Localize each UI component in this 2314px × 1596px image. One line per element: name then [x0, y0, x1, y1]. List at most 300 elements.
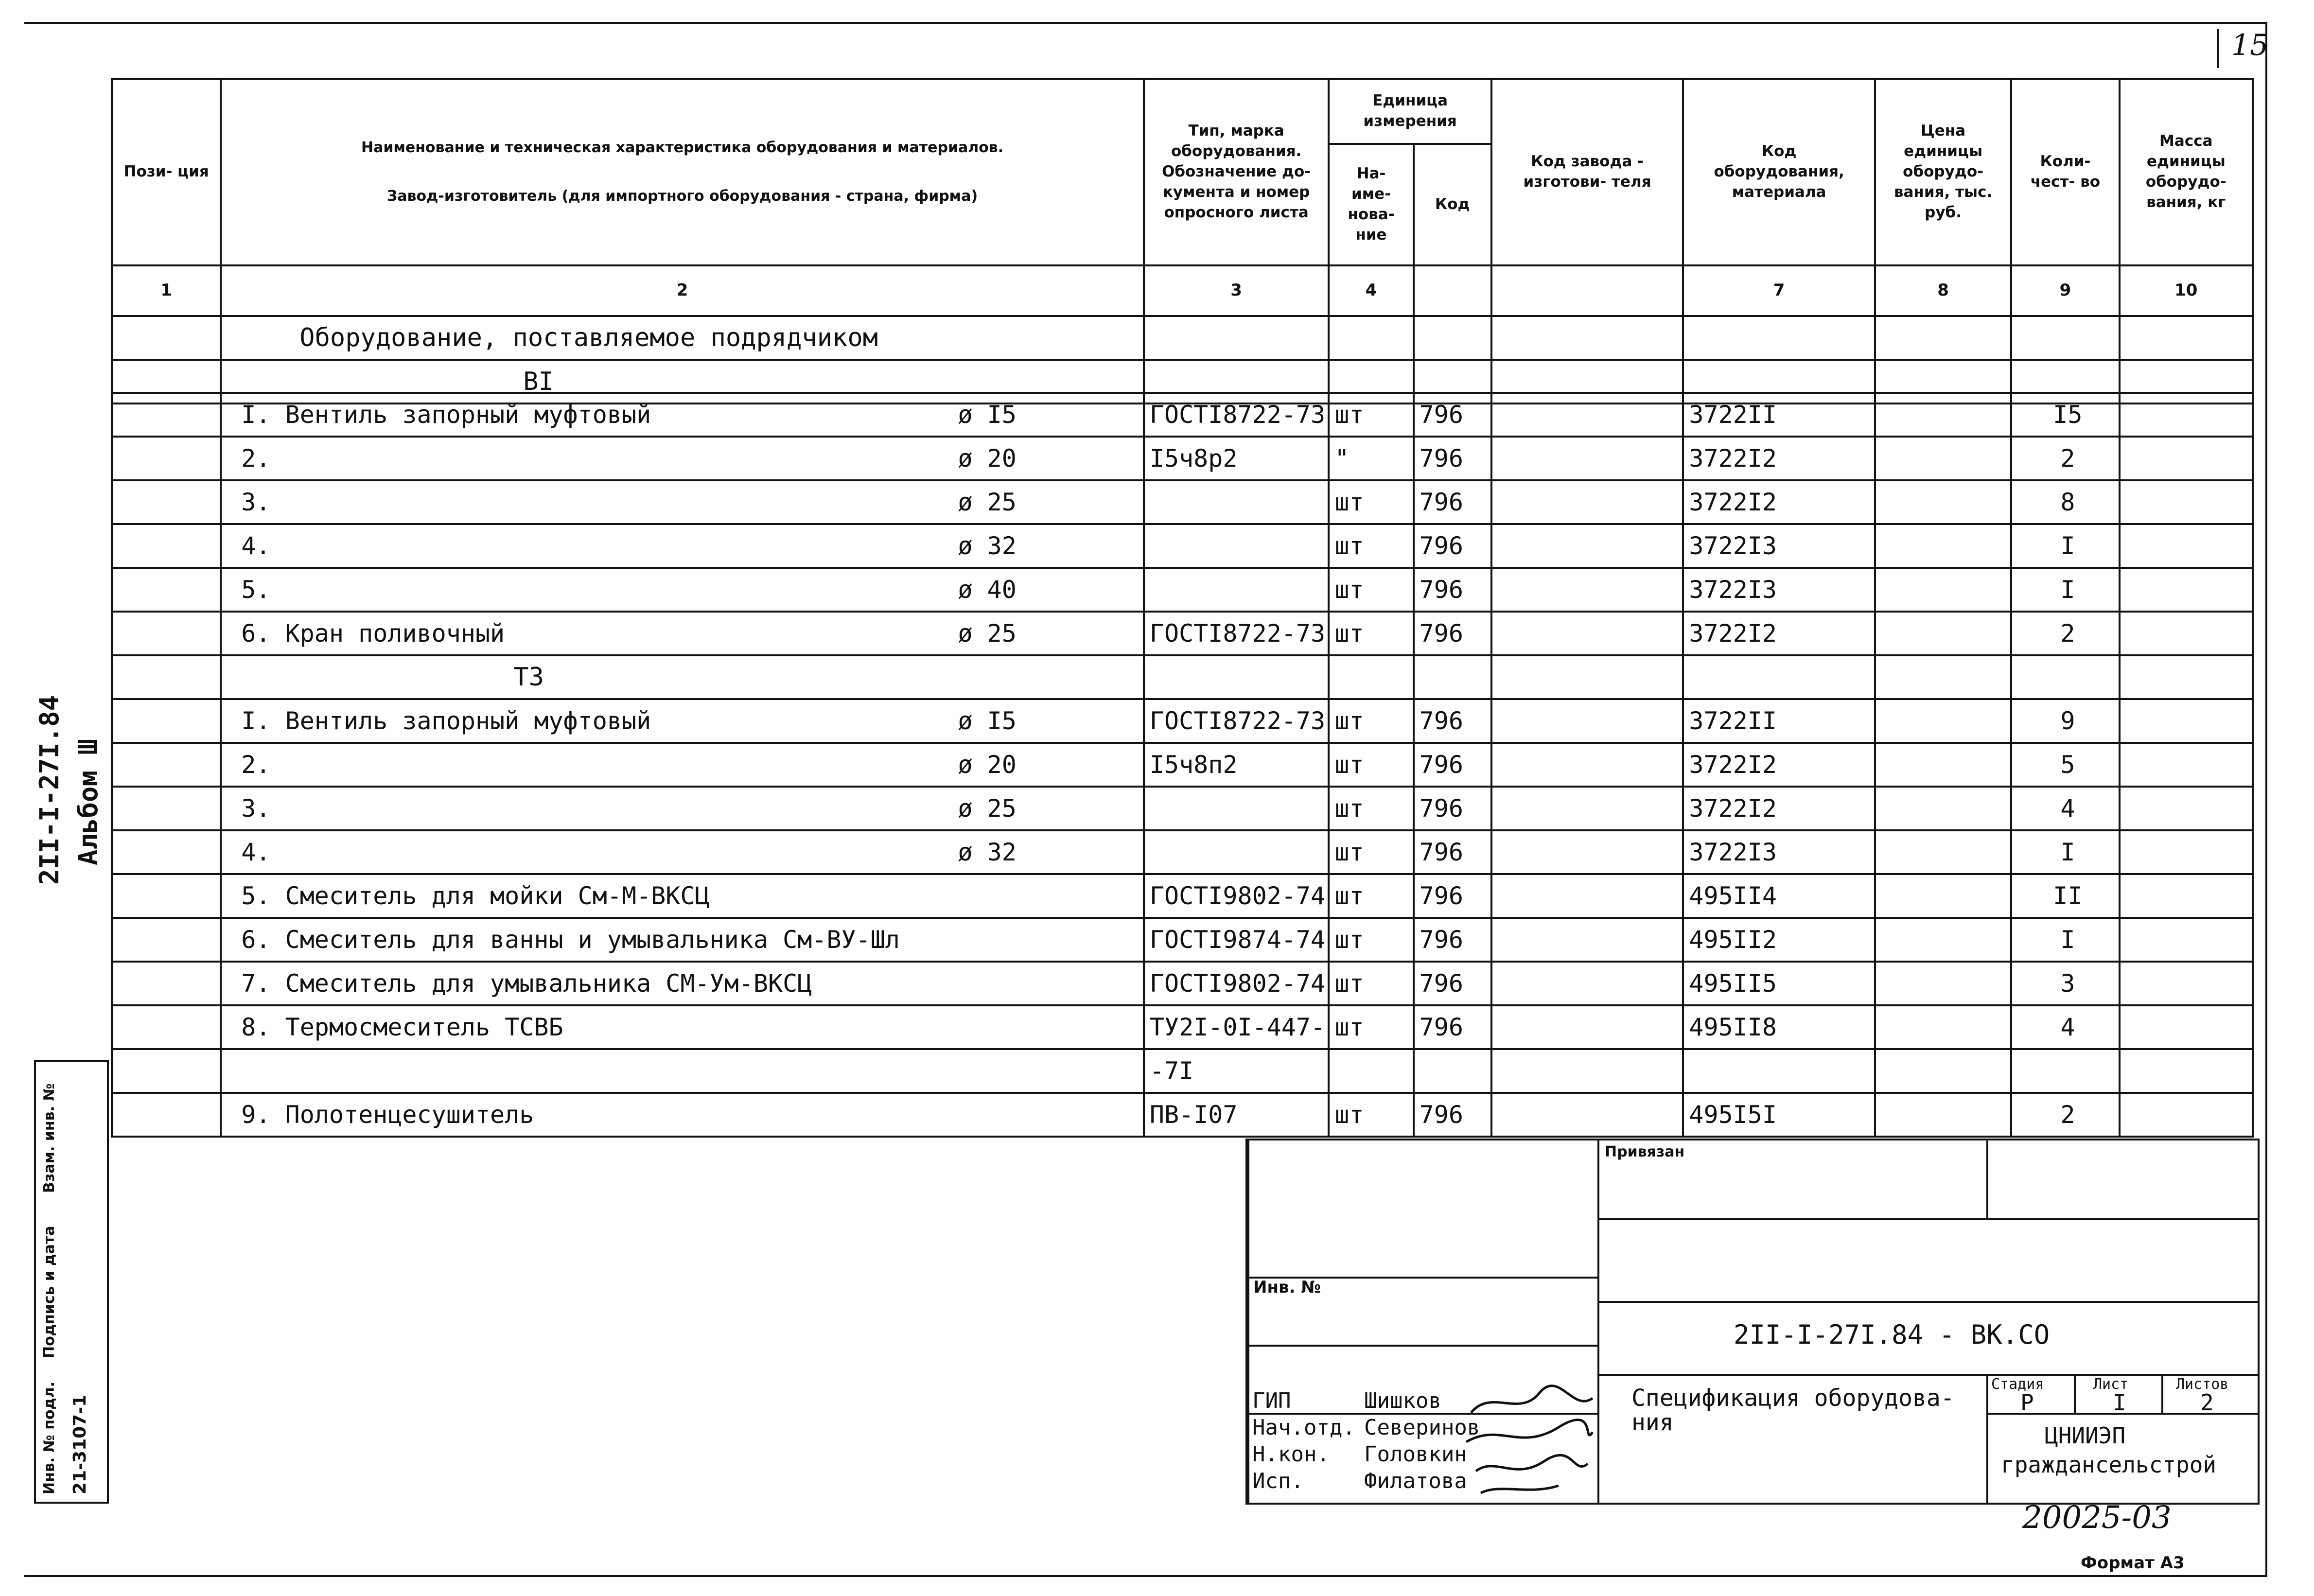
table-row — [112, 568, 2253, 612]
price-cell — [1875, 699, 2011, 743]
unit-text: шт — [1334, 838, 1364, 866]
qty-text: II — [2053, 882, 2083, 910]
name-text: 2. — [241, 444, 271, 473]
name-cell — [221, 962, 1144, 1005]
manufacturer-cell — [1491, 524, 1683, 568]
name-cell — [221, 437, 1144, 480]
material-code-cell — [1683, 743, 1875, 787]
qty-cell — [2011, 830, 2119, 874]
price-cell — [1875, 1049, 2011, 1093]
column-number — [1414, 265, 1491, 316]
material-code-text: 3722I3 — [1689, 576, 1777, 604]
header-unit-code: Код — [1414, 144, 1491, 265]
manufacturer-cell — [1491, 830, 1683, 874]
sheet-value: I — [2113, 1389, 2126, 1416]
code-text: 796 — [1419, 1013, 1463, 1041]
header-pos: Пози- ция — [112, 79, 221, 265]
code-cell — [1414, 393, 1491, 437]
price-cell — [1875, 830, 2011, 874]
header-price: Цена единицы оборудо- вания, тыс. руб. — [1875, 79, 2011, 265]
qty-text: 4 — [2060, 794, 2075, 823]
code-text: 796 — [1419, 707, 1463, 735]
price-cell — [1875, 480, 2011, 524]
code-cell — [1414, 962, 1491, 1005]
role-nach-otd: Нач.отд. — [1252, 1415, 1355, 1440]
material-code-text: 3722I3 — [1689, 838, 1777, 866]
manufacturer-cell — [1491, 699, 1683, 743]
qty-cell — [2011, 480, 2119, 524]
unit-cell — [1329, 743, 1413, 787]
header-material-code: Код оборудования, материала — [1683, 79, 1875, 265]
qty-text: I — [2060, 532, 2075, 560]
column-number: 7 — [1683, 265, 1875, 316]
material-code-cell — [1683, 437, 1875, 480]
type-text: ГОСТI9874-74 — [1149, 926, 1326, 954]
unit-text: " — [1334, 444, 1350, 473]
inv-no-label: Инв. № — [1253, 1278, 1321, 1297]
manufacturer-cell — [1491, 1049, 1683, 1093]
qty-cell — [2011, 699, 2119, 743]
diameter-text: ø 25 — [958, 619, 1017, 648]
type-text: ТУ2I-0I-447- — [1149, 1013, 1326, 1041]
pos-cell — [112, 612, 221, 655]
type-cell — [1144, 568, 1329, 612]
type-cell — [1144, 480, 1329, 524]
code-cell — [1414, 612, 1491, 655]
pos-cell — [112, 393, 221, 437]
qty-text: 5 — [2060, 751, 2075, 779]
unit-text: шт — [1334, 401, 1364, 429]
pos-cell — [112, 787, 221, 830]
specification-table — [111, 78, 2254, 404]
material-code-cell — [1683, 524, 1875, 568]
type-cell — [1144, 699, 1329, 743]
table-row — [112, 874, 2253, 918]
qty-cell — [2011, 1005, 2119, 1049]
qty-cell — [2011, 743, 2119, 787]
material-code-text: 495II4 — [1689, 882, 1777, 910]
name-text: 9. Полотенцесушитель — [241, 1101, 534, 1129]
name-text: I. Вентиль запорный муфтовый — [241, 707, 651, 735]
name-cell — [221, 1093, 1144, 1137]
unit-cell — [1329, 1005, 1413, 1049]
organization-line2: граждансельстрой — [2001, 1452, 2217, 1478]
header-name — [221, 79, 1144, 265]
qty-text: 4 — [2060, 1013, 2075, 1041]
pos-cell — [112, 830, 221, 874]
stage-value: Р — [2020, 1389, 2034, 1416]
column-number: 10 — [2120, 265, 2253, 316]
type-cell — [1144, 874, 1329, 918]
price-cell — [1875, 787, 2011, 830]
name-cell — [221, 568, 1144, 612]
table-row — [112, 393, 2253, 437]
qty-text: I5 — [2053, 401, 2083, 429]
mass-cell — [2120, 568, 2253, 612]
column-number: 2 — [221, 265, 1144, 316]
material-code-text: 495II5 — [1689, 969, 1777, 998]
diameter-text: ø I5 — [958, 401, 1017, 429]
table-row — [112, 918, 2253, 962]
manufacturer-cell — [1491, 787, 1683, 830]
header-unit-name: На- име- нова- ние — [1329, 144, 1413, 265]
unit-cell — [1329, 437, 1413, 480]
material-code-cell — [1683, 568, 1875, 612]
table-row — [112, 1093, 2253, 1137]
unit-cell — [1329, 699, 1413, 743]
price-cell — [1875, 568, 2011, 612]
pos-cell — [112, 699, 221, 743]
diameter-text: ø 25 — [958, 794, 1017, 823]
qty-cell — [2011, 568, 2119, 612]
manufacturer-cell — [1491, 568, 1683, 612]
unit-text: шт — [1334, 751, 1364, 779]
code-text: 796 — [1419, 532, 1463, 560]
unit-text: шт — [1334, 1101, 1364, 1129]
type-cell — [1144, 1093, 1329, 1137]
unit-cell — [1329, 787, 1413, 830]
material-code-cell — [1683, 962, 1875, 1005]
code-cell — [1414, 568, 1491, 612]
price-cell — [1875, 524, 2011, 568]
material-code-text: 3722I3 — [1689, 532, 1777, 560]
unit-cell — [1329, 918, 1413, 962]
code-text: 796 — [1419, 576, 1463, 604]
name-text: 6. Смеситель для ванны и умывальника См-ВУ-Шл — [241, 926, 900, 954]
header-name-line1: Наименование и техническая характеристика оборудования и материалов. — [361, 139, 1004, 156]
subsection-b1: BI — [221, 360, 1144, 403]
type-text: ГОСТI8722-73 — [1149, 619, 1326, 648]
table-row — [112, 480, 2253, 524]
header-row — [112, 79, 2253, 144]
mass-cell — [2120, 480, 2253, 524]
diameter-text: ø 20 — [958, 751, 1017, 779]
price-cell — [1875, 962, 2011, 1005]
manufacturer-cell — [1491, 743, 1683, 787]
code-text: 796 — [1419, 838, 1463, 866]
mass-cell — [2120, 962, 2253, 1005]
column-number: 8 — [1875, 265, 2011, 316]
material-code-cell — [1683, 874, 1875, 918]
code-cell — [1414, 918, 1491, 962]
name-cell — [221, 393, 1144, 437]
type-text: ГОСТI9802-74 — [1149, 882, 1326, 910]
material-code-text: 3722I2 — [1689, 488, 1777, 516]
name-cell — [221, 743, 1144, 787]
code-text: 796 — [1419, 1101, 1463, 1129]
name-text: 3. — [241, 488, 271, 516]
mass-cell — [2120, 830, 2253, 874]
table-row — [112, 437, 2253, 480]
code-cell — [1414, 1093, 1491, 1137]
name-cell — [221, 918, 1144, 962]
header-unit-group: Единица измерения — [1329, 79, 1491, 144]
table-row — [112, 787, 2253, 830]
unit-cell — [1329, 612, 1413, 655]
qty-text: 2 — [2060, 444, 2075, 473]
unit-cell — [1329, 874, 1413, 918]
material-code-text: 3722II — [1689, 707, 1777, 735]
side-album: Альбом Ш — [73, 738, 104, 865]
unit-cell — [1329, 480, 1413, 524]
diameter-text: ø 25 — [958, 488, 1017, 516]
unit-text: шт — [1334, 576, 1364, 604]
qty-cell — [2011, 874, 2119, 918]
table-row — [112, 1005, 2253, 1049]
code-cell — [1414, 1005, 1491, 1049]
specification-rows — [111, 392, 2254, 1138]
mass-cell — [2120, 1093, 2253, 1137]
material-code-cell — [1683, 393, 1875, 437]
manufacturer-cell — [1491, 612, 1683, 655]
mass-cell — [2120, 524, 2253, 568]
code-cell — [1414, 699, 1491, 743]
page-number-box — [2217, 29, 2219, 68]
code-text: 796 — [1419, 794, 1463, 823]
unit-text: шт — [1334, 488, 1364, 516]
type-cell — [1144, 1049, 1329, 1093]
unit-text: шт — [1334, 926, 1364, 954]
unit-text: шт — [1334, 1013, 1364, 1041]
name-cell — [221, 612, 1144, 655]
signatures — [1461, 1384, 1597, 1500]
unit-text: шт — [1334, 969, 1364, 998]
mass-cell — [2120, 393, 2253, 437]
type-cell — [1144, 918, 1329, 962]
pos-cell — [112, 1049, 221, 1093]
code-cell — [1414, 874, 1491, 918]
type-cell — [1144, 787, 1329, 830]
name-text: 7. Смеситель для умывальника СМ-Ум-ВКСЦ — [241, 969, 812, 998]
code-cell — [1414, 1049, 1491, 1093]
column-number — [1491, 265, 1683, 316]
unit-text: шт — [1334, 794, 1364, 823]
material-code-text: 495II2 — [1689, 926, 1777, 954]
format-label: Формат А3 — [2081, 1553, 2185, 1573]
diameter-text: ø 32 — [958, 532, 1017, 560]
price-cell — [1875, 612, 2011, 655]
name-cell — [221, 1049, 1144, 1093]
price-cell — [1875, 437, 2011, 480]
type-text: -7I — [1149, 1057, 1194, 1085]
frame-top — [24, 22, 2265, 24]
frame-bottom — [24, 1575, 2267, 1577]
type-cell — [1144, 612, 1329, 655]
unit-cell — [1329, 962, 1413, 1005]
header-name-line2: Завод-изготовитель (для импортного оборудования - страна, фирма) — [386, 188, 978, 205]
code-text: 796 — [1419, 619, 1463, 648]
unit-cell — [1329, 1049, 1413, 1093]
pos-cell — [112, 437, 221, 480]
name-text: 6. Кран поливочный — [241, 619, 505, 648]
column-number-row — [112, 265, 2253, 316]
header-mass: Масса единицы оборудо- вания, кг — [2120, 79, 2253, 265]
type-cell — [1144, 830, 1329, 874]
code-cell — [1414, 830, 1491, 874]
unit-cell — [1329, 1093, 1413, 1137]
unit-text: шт — [1334, 707, 1364, 735]
material-code-cell — [1683, 787, 1875, 830]
mass-cell — [2120, 437, 2253, 480]
qty-cell — [2011, 787, 2119, 830]
manufacturer-cell — [1491, 918, 1683, 962]
role-gip: ГИП — [1252, 1388, 1291, 1413]
name-text: I. Вентиль запорный муфтовый — [241, 401, 651, 429]
material-code-text: 495II8 — [1689, 1013, 1777, 1041]
name-text: 4. — [241, 838, 271, 866]
type-text: ПВ-I07 — [1149, 1101, 1238, 1129]
qty-text: 9 — [2060, 707, 2075, 735]
column-number: 3 — [1144, 265, 1329, 316]
table-row — [112, 612, 2253, 655]
material-code-cell — [1683, 480, 1875, 524]
unit-cell — [1329, 568, 1413, 612]
material-code-cell — [1683, 699, 1875, 743]
qty-text: 3 — [2060, 969, 2075, 998]
type-cell — [1144, 524, 1329, 568]
pos-cell — [112, 743, 221, 787]
side-code: 2II-I-27I.84 — [34, 695, 65, 885]
mass-cell — [2120, 699, 2253, 743]
diameter-text: ø 40 — [958, 576, 1017, 604]
role-n-kon: Н.кон. — [1252, 1442, 1330, 1467]
manufacturer-cell — [1491, 437, 1683, 480]
name-text: 5. — [241, 576, 271, 604]
name-cell — [221, 1005, 1144, 1049]
pos-cell — [112, 1005, 221, 1049]
mass-cell — [2120, 918, 2253, 962]
table-row — [112, 830, 2253, 874]
price-cell — [1875, 393, 2011, 437]
pos-cell — [112, 524, 221, 568]
qty-cell — [2011, 612, 2119, 655]
unit-text: шт — [1334, 882, 1364, 910]
section-title-row — [112, 316, 2253, 360]
table-row — [112, 743, 2253, 787]
qty-cell — [2011, 918, 2119, 962]
left-stamp-box — [34, 1060, 109, 1504]
code-text: 796 — [1419, 401, 1463, 429]
material-code-cell — [1683, 1005, 1875, 1049]
name-cell — [221, 480, 1144, 524]
document-code: 2II-I-27I.84 - ВК.СО — [1734, 1319, 2050, 1350]
code-text: 796 — [1419, 969, 1463, 998]
type-text: ГОСТI9802-74 — [1149, 969, 1326, 998]
price-cell — [1875, 1093, 2011, 1137]
qty-cell — [2011, 437, 2119, 480]
qty-text: I — [2060, 926, 2075, 954]
type-text: ГОСТI8722-73 — [1149, 707, 1326, 735]
table-row — [112, 699, 2253, 743]
price-cell — [1875, 1005, 2011, 1049]
manufacturer-cell — [1491, 480, 1683, 524]
code-cell — [1414, 524, 1491, 568]
column-number: 9 — [2011, 265, 2119, 316]
vzam-label: Взам. инв. № — [41, 1083, 58, 1193]
type-cell — [1144, 437, 1329, 480]
role-isp: Исп. — [1252, 1469, 1304, 1493]
pos-cell — [112, 962, 221, 1005]
name-cell — [221, 699, 1144, 743]
qty-cell — [2011, 1049, 2119, 1093]
qty-text: I — [2060, 576, 2075, 604]
material-code-text: 495I5I — [1689, 1101, 1777, 1129]
type-cell — [1144, 962, 1329, 1005]
price-cell — [1875, 918, 2011, 962]
diameter-text: ø 32 — [958, 838, 1017, 866]
name-n-kon: Головкин — [1364, 1442, 1467, 1467]
qty-cell — [2011, 1093, 2119, 1137]
material-code-cell — [1683, 830, 1875, 874]
sign-date-label: Подпись и дата — [41, 1226, 58, 1358]
section-title: Оборудование, поставляемое подрядчиком — [221, 316, 1144, 360]
code-text: 796 — [1419, 926, 1463, 954]
mass-cell — [2120, 612, 2253, 655]
organization-line1: ЦНИИЭП — [2045, 1422, 2126, 1449]
name-nach-otd: Северинов — [1364, 1415, 1480, 1440]
manufacturer-cell — [1491, 1093, 1683, 1137]
diameter-text: ø I5 — [958, 707, 1017, 735]
code-text: 796 — [1419, 751, 1463, 779]
code-text: 796 — [1419, 444, 1463, 473]
table-row — [112, 1049, 2253, 1093]
mass-cell — [2120, 743, 2253, 787]
mass-cell — [2120, 787, 2253, 830]
manufacturer-cell — [1491, 874, 1683, 918]
price-cell — [1875, 874, 2011, 918]
pos-cell — [112, 874, 221, 918]
material-code-text: 3722I2 — [1689, 751, 1777, 779]
header-manufacturer: Код завода - изготови- теля — [1491, 79, 1683, 265]
material-code-text: 3722I2 — [1689, 794, 1777, 823]
table-row — [112, 524, 2253, 568]
sheets-value: 2 — [2200, 1389, 2214, 1416]
material-code-cell — [1683, 1093, 1875, 1137]
qty-text: I — [2060, 838, 2075, 866]
manufacturer-cell — [1491, 962, 1683, 1005]
name-text: 4. — [241, 532, 271, 560]
subsection-t3: T3 — [221, 655, 1144, 699]
qty-text: 2 — [2060, 1101, 2075, 1129]
column-number: 1 — [112, 265, 221, 316]
pos-cell — [112, 568, 221, 612]
document-title: Спецификация оборудова- ния — [1631, 1385, 1955, 1437]
unit-cell — [1329, 830, 1413, 874]
name-cell — [221, 787, 1144, 830]
name-cell — [221, 524, 1144, 568]
table-row — [112, 962, 2253, 1005]
header-qty: Коли- чест- во — [2011, 79, 2119, 265]
name-cell — [221, 874, 1144, 918]
name-isp: Филатова — [1364, 1469, 1467, 1493]
mass-cell — [2120, 1005, 2253, 1049]
inv-podl-label: Инв. № подл. — [41, 1381, 58, 1494]
price-cell — [1875, 743, 2011, 787]
name-text: 8. Термосмеситель ТСВБ — [241, 1013, 563, 1041]
stage-label: Стадия — [1991, 1376, 2044, 1393]
pos-cell — [112, 480, 221, 524]
diameter-text: ø 20 — [958, 444, 1017, 473]
material-code-text: 3722I2 — [1689, 444, 1777, 473]
material-code-text: 3722I2 — [1689, 619, 1777, 648]
manufacturer-cell — [1491, 393, 1683, 437]
unit-text: шт — [1334, 619, 1364, 648]
code-cell — [1414, 437, 1491, 480]
privyazan-label: Привязан — [1605, 1143, 1685, 1160]
qty-text: 2 — [2060, 619, 2075, 648]
mass-cell — [2120, 1049, 2253, 1093]
code-cell — [1414, 743, 1491, 787]
